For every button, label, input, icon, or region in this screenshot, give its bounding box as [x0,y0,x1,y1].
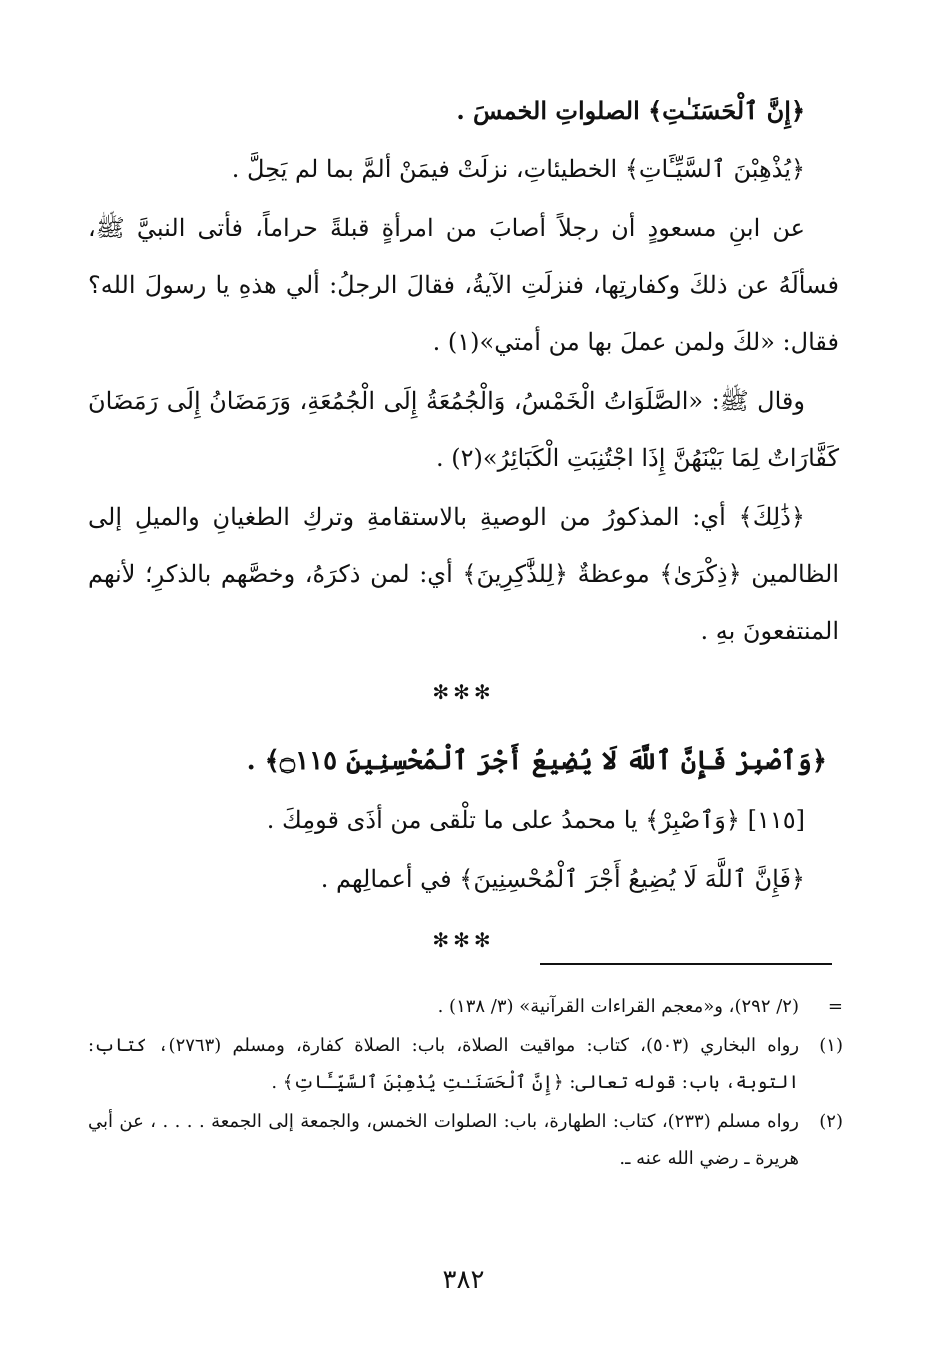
footnote-text: (٢/ ٢٩٢)، و«معجم القراءات القرآنية» (٣/ ١٣٨) . [437,996,799,1017]
footnote-separator [540,963,832,965]
section-divider-stars: ✻✻✻ [432,680,495,704]
paragraph-5: ﴿ذَٰلِكَ﴾ أي: المذكورُ من الوصيةِ بالاستقامةِ وتركِ الطغيانِ والميلِ إلى الظالمين ﴿ذِكْرَىٰ﴾ موعظةٌ ﴿لِلذَّٰكِرِينَ﴾ أي: لمن ذكرَهُ، وخصَّهم بالذكرِ؛ لأنهم المنتفعونَ بهِ . [88,503,839,645]
footnote-1 [88,1027,843,1101]
section-divider-stars-2: ✻✻✻ [432,928,495,952]
paragraph-6: [١١٥] ﴿وَٱصْبِرْ﴾ يا محمدُ على ما تلْقى من أذَى قومِكَ . [266,806,805,834]
main-text [88,82,839,981]
footnote-text: رواه مسلم (٢٣٣)، كتاب: الطهارة، باب: الصلوات الخمس، والجمعة إلى الجمعة . . . . ، عن أبي هريرة ـ رضي الله عنه ـ. [88,1111,800,1169]
paragraph-7: ﴿فَإِنَّ ٱللَّهَ لَا يُضِيعُ أَجْرَ ٱلْمُحْسِنِينَ﴾ في أعمالِهم . [320,865,805,893]
paragraph-2: ﴿يُذْهِبْنَ ٱلسَّيِّـَٔاتِ﴾ الخطيئاتِ، نزلَتْ فيمَنْ ألمَّ بما لم يَحِلَّ . [231,155,805,183]
footnote-marker: (٢) [819,1111,843,1132]
footnote-marker: (١) [819,1035,843,1056]
page-number: ٣٨٢ [442,1265,485,1295]
footnote-text: رواه البخاري (٥٠٣)، كتاب: مواقيت الصلاة، باب: الصلاة كفارة، ومسلم (٢٧٦٣)، كتاب: التوبة، باب: قوله تعالى: ﴿إِنَّ ٱلْحَسَنَـٰتِ يُذْهِبْنَ ٱلسَّيِّـَٔاتِ﴾ . [88,1035,800,1093]
paragraph-1: ﴿إِنَّ ٱلْحَسَنَـٰتِ﴾ الصلواتِ الخمسَ . [456,96,805,125]
paragraph-3: عن ابنِ مسعودٍ أن رجلاً أصابَ من امرأةٍ قبلةً حراماً، فأتى النبيَّ ﷺ، فسألَهُ عن ذلكَ وكفارتِها، فنزلَتِ الآيةُ، فقالَ الرجلُ: ألي هذهِ يا رسولَ الله؟ فقال: «لكَ ولمن عملَ بها من أمتي»(١) . [88,214,839,356]
quran-verse-115: ﴿وَٱصْبِرْ فَإِنَّ ٱللَّهَ لَا يُضِيعُ أَجْرَ ٱلْمُحْسِنِينَ ۝١١٥﴾ . [246,746,827,776]
footnote-marker: = [827,996,843,1017]
footnote-2 [88,1103,843,1177]
footnotes [88,988,843,1179]
footnote-continuation [88,988,843,1025]
paragraph-4: وقال ﷺ: «الصَّلَوَاتُ الْخَمْسُ، وَالْجُمُعَةُ إِلَى الْجُمُعَةِ، وَرَمَضَانُ إِلَى رَمَضَانَ كَفَّارَاتٌ لِمَا بَيْنَهُنَّ إِذَا اجْتُنِبَتِ الْكَبَائِرُ»(٢) . [88,387,839,472]
